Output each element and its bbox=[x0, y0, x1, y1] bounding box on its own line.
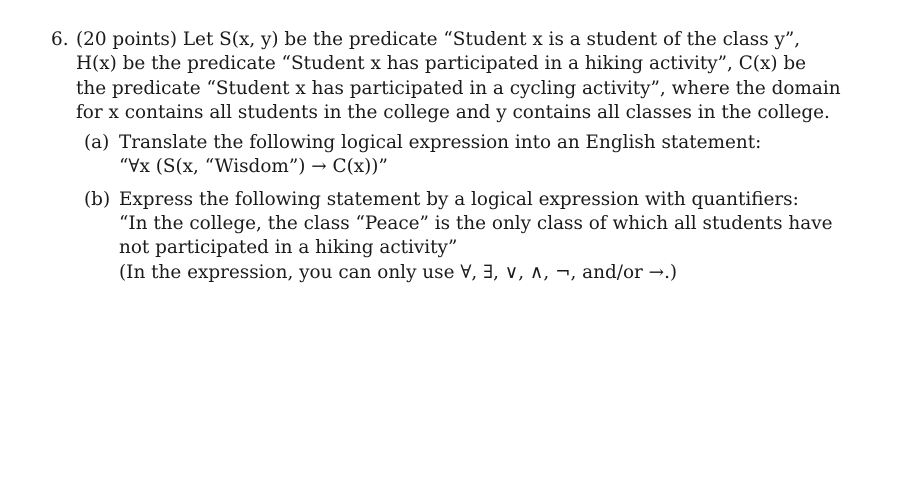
problem-line-4: for x contains all students in the college and y contains all classes in the college. bbox=[76, 101, 830, 123]
problem-line-1 bbox=[51, 28, 801, 52]
problem-text-1: (20 points) Let S(x, y) be the predicate “Student x is a student of the class y”, bbox=[76, 29, 801, 50]
part-a bbox=[51, 131, 796, 180]
part-a-label: (a) bbox=[84, 132, 110, 154]
part-b-text-1: Express the following statement by a logical expression with quantifiers: bbox=[119, 188, 799, 210]
problem-line-3: the predicate “Student x has participated in a cycling activity”, where the domain bbox=[76, 77, 841, 99]
part-a-expression: “∀x (S(x, “Wisdom”) → C(x))” bbox=[119, 156, 388, 178]
problem-6 bbox=[51, 28, 841, 285]
part-a-line-1 bbox=[84, 131, 796, 155]
part-a-text-1: Translate the following logical expression into an English statement: bbox=[119, 132, 762, 154]
part-b bbox=[51, 188, 833, 285]
part-b-line-3: not participated in a hiking activity” bbox=[119, 237, 458, 259]
part-b-line-2: “In the college, the class “Peace” is the only class of which all students have bbox=[119, 213, 833, 235]
part-b-label: (b) bbox=[84, 188, 111, 210]
problem-line-2: H(x) be the predicate “Student x has participated in a hiking activity”, C(x) be bbox=[76, 53, 807, 75]
part-b-line-1 bbox=[84, 188, 799, 212]
part-b-line-4: (In the expression, you can only use ∀, ∃, ∨, ∧, ¬, and/or →.) bbox=[119, 261, 678, 283]
problem-number: 6. bbox=[51, 29, 69, 50]
